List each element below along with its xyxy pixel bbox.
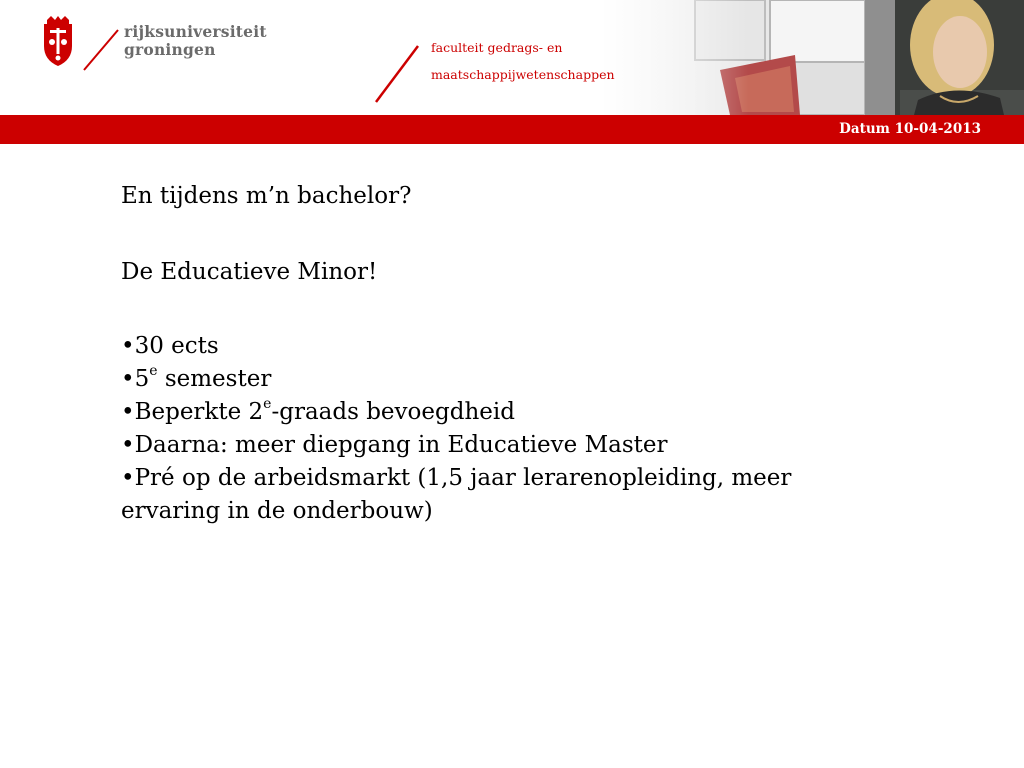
university-name-line1: rijksuniversiteit — [124, 22, 267, 41]
bullet-mark: • — [121, 399, 135, 425]
date-label: Datum 10-04-2013 — [839, 121, 981, 137]
bullet-item-arbeidsmarkt — [121, 462, 861, 528]
faculty-name-line2: maatschappijwetenschappen — [431, 67, 615, 82]
superscript: e — [149, 363, 158, 380]
bullet-text: Beperkte 2 — [134, 399, 264, 425]
bullet-text: Daarna: meer diepgang in Educatieve Master — [134, 432, 668, 458]
bullet-item-bevoegdheid — [121, 396, 861, 429]
bullet-item-semester — [121, 363, 861, 396]
slide-subheading: De Educatieve Minor! — [121, 259, 378, 285]
bullet-mark: • — [121, 366, 135, 392]
faculty-divider-slash — [372, 44, 422, 104]
header-photo — [600, 0, 1024, 115]
university-name-line2: groningen — [124, 40, 216, 59]
bullet-text: Pré op de arbeidsmarkt (1,5 jaar lerarenopleiding, meer ervaring in de onderbouw) — [121, 465, 792, 524]
slide-body — [121, 180, 861, 528]
bullet-text: 5 — [134, 366, 150, 392]
bullet-text: -graads bevoegdheid — [271, 399, 515, 425]
bullet-mark: • — [121, 432, 135, 458]
bullet-text: semester — [157, 366, 272, 392]
bullet-mark: • — [121, 333, 135, 359]
slide-header — [0, 0, 1024, 115]
bullet-text: 30 ects — [134, 333, 219, 359]
bullet-item-ects — [121, 330, 861, 363]
university-crest-icon — [40, 16, 76, 68]
header-red-bar — [0, 115, 1024, 144]
bullet-item-master — [121, 429, 861, 462]
slide-heading: En tijdens m’n bachelor? — [121, 183, 412, 209]
logo-divider-slash — [80, 28, 120, 72]
faculty-name-line1: faculteit gedrags- en — [431, 40, 563, 55]
superscript: e — [263, 396, 272, 413]
bullet-mark: • — [121, 465, 135, 491]
